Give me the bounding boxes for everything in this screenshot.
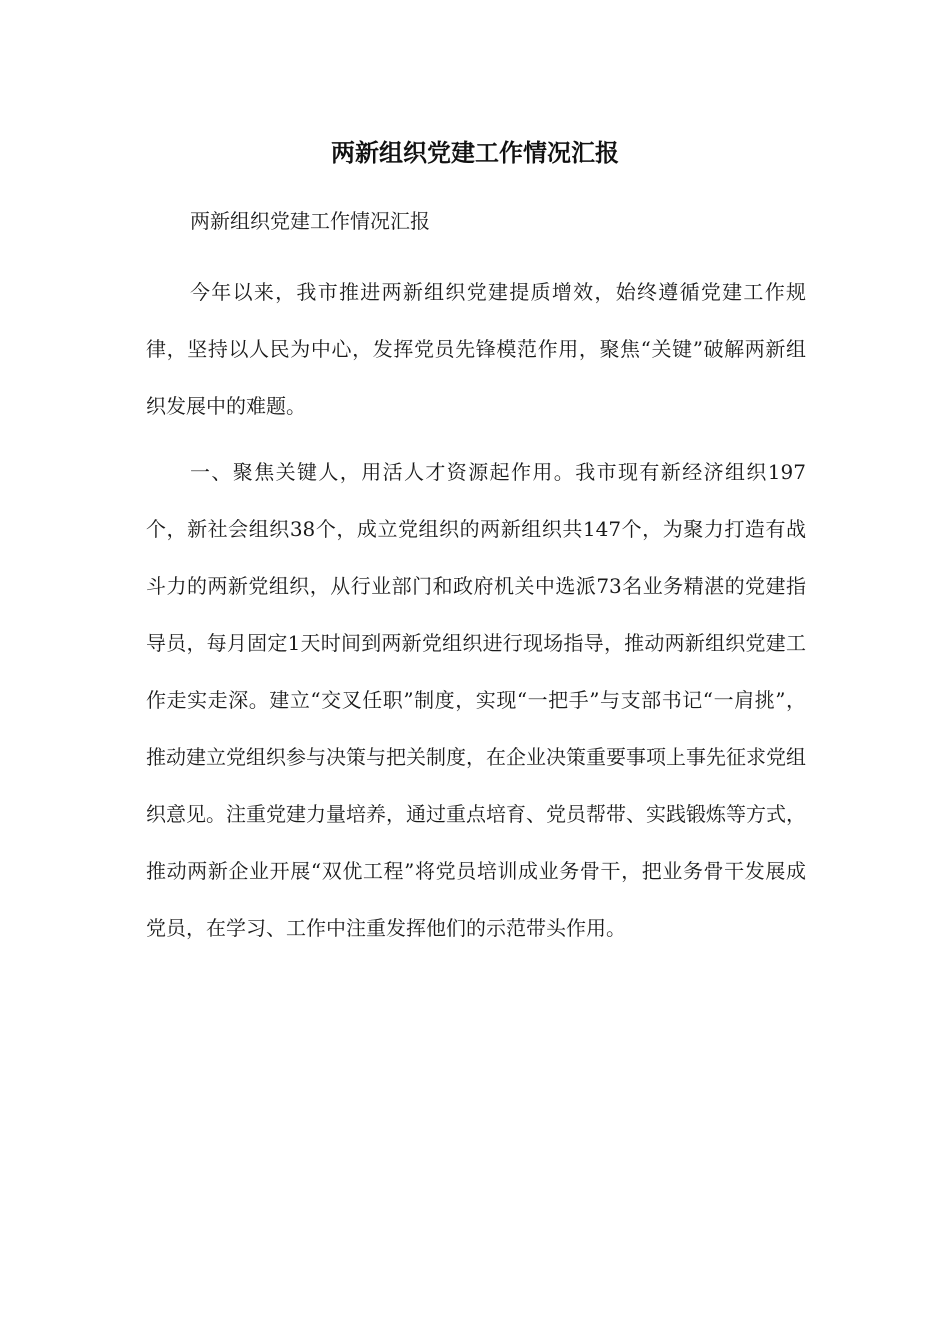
paragraph-section-1: 一、聚焦关键人，用活人才资源起作用。我市现有新经济组织197个，新社会组织38个，成立党组织的两新组织共147个，为聚力打造有战斗力的两新党组织，从行业部门和政府机关中选派73名业务精湛的党建指导员，每月固定1天时间到两新党组织进行现场指导，推动两新组织党建工作走实走深。建立“交叉任职”制度，实现“一把手”与支部书记“一肩挑”，推动建立党组织参与决策与把关制度，在企业决策重要事项上事先征求党组织意见。注重党建力量培养，通过重点培育、党员帮带、实践锻炼等方式，推动两新企业开展“双优工程”将党员培训成业务骨干，把业务骨干发展成党员，在学习、工作中注重发挥他们的示范带头作用。 (146, 460, 806, 940)
paragraph-intro: 今年以来，我市推进两新组织党建提质增效，始终遵循党建工作规律，坚持以人民为中心，发挥党员先锋模范作用，聚焦“关键”破解两新组织发展中的难题。 (146, 280, 806, 418)
document-title: 两新组织党建工作情况汇报 (331, 138, 619, 167)
document-subtitle: 两新组织党建工作情况汇报 (190, 209, 430, 233)
